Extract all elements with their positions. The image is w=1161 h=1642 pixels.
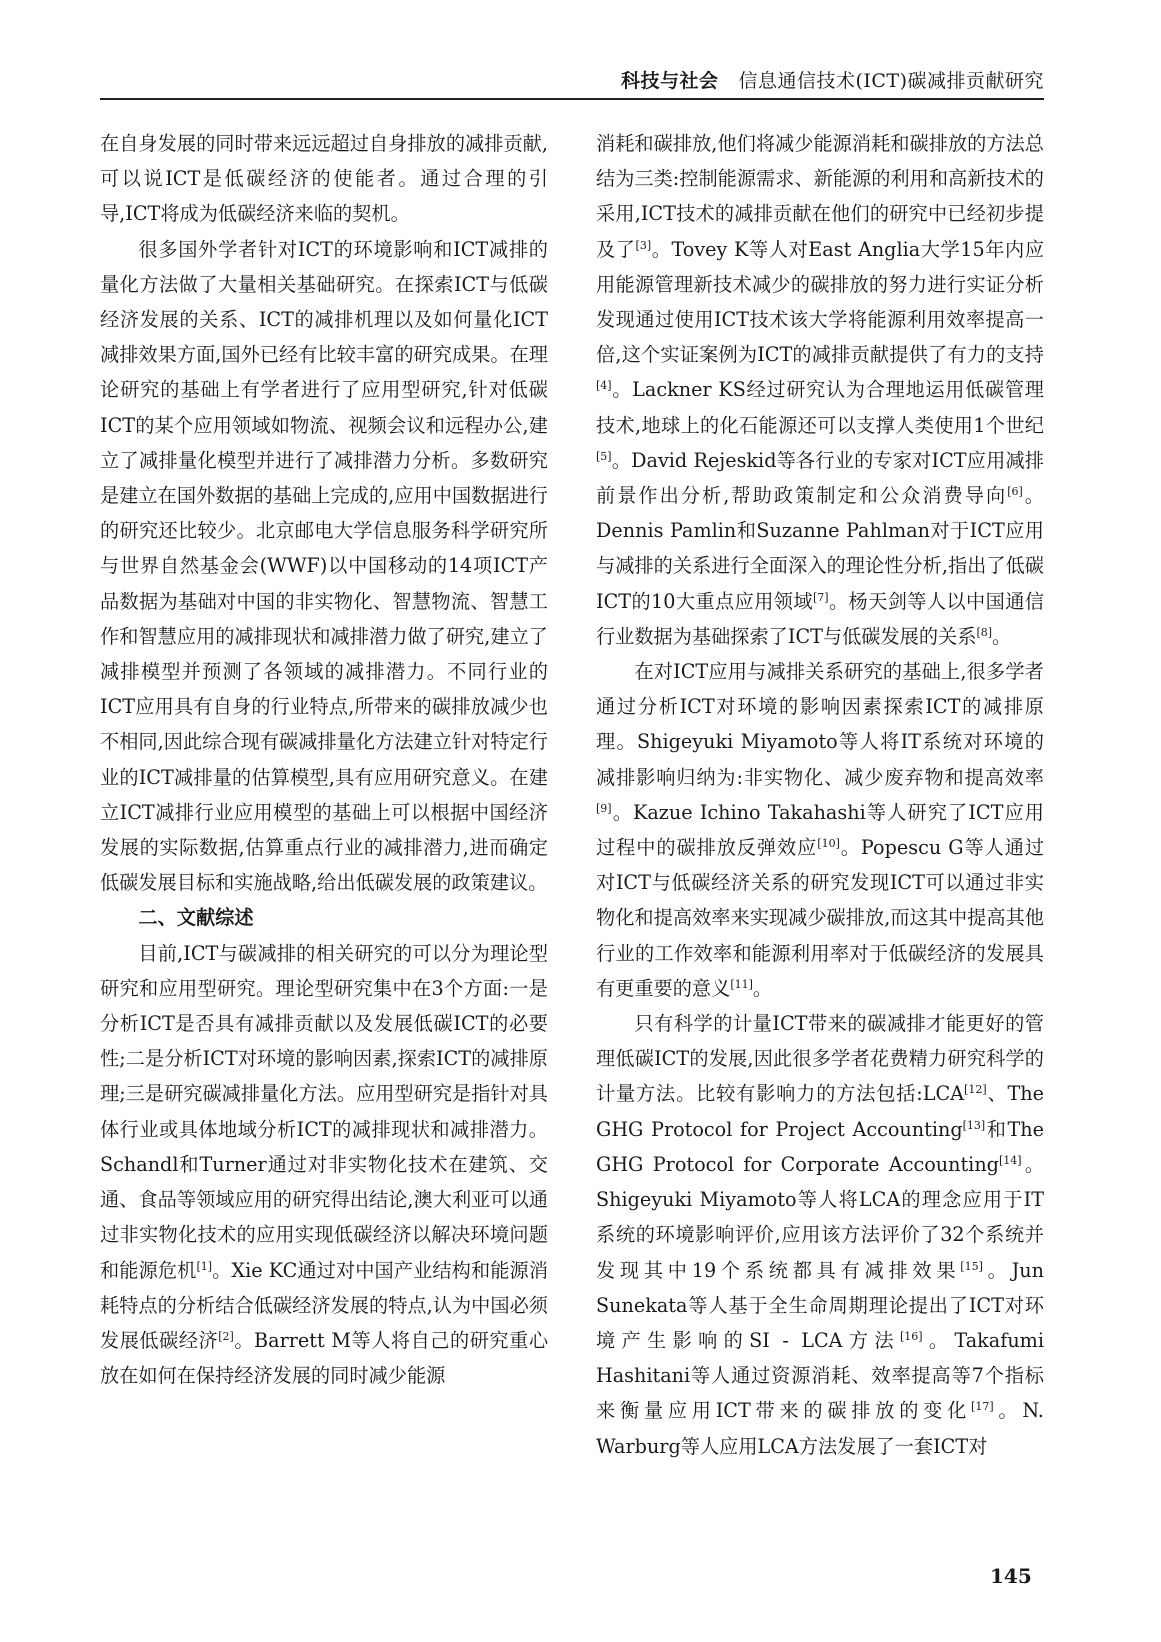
citation-ref: [2] (218, 1329, 234, 1343)
citation-ref: [16] (899, 1329, 923, 1343)
left-column (100, 126, 548, 1393)
citation-ref: [8] (976, 625, 993, 639)
paragraph: 在对ICT应用与减排关系研究的基础上,很多学者通过分析ICT对环境的影响因素探索ICT的减排原理。Shigeyuki Miyamoto等人将IT系统对环境的减排影响归纳为:非实物化、减少废弃物和提高效率[9]。Kazue Ichino Takahashi等人研究了ICT应用过程中的碳排放反弹效应[10]。Popescu G等人通过对ICT与低碳经济关系的研究发现ICT可以通过非实物化和提高效率来实现减少碳排放,而这其中提高其他行业的工作效率和能源利用率对于低碳经济的发展具有更重要的意义[11]。 (596, 660, 1045, 1000)
citation-ref: [6] (1007, 485, 1023, 499)
citation-ref: [7] (812, 590, 829, 604)
citation-ref: [13] (962, 1118, 986, 1132)
header-column-name: 科技与社会 (620, 70, 719, 92)
citation-ref: [11] (730, 977, 753, 991)
citation-ref: [5] (596, 449, 612, 463)
page-number: 145 (990, 1564, 1032, 1588)
paragraph: 只有科学的计量ICT带来的碳减排才能更好的管理低碳ICT的发展,因此很多学者花费精力研究科学的计量方法。比较有影响力的方法包括:LCA[12]、The GHG Protocol for Project Accounting[13]和The GHG Protocol for Corporate Accounting[14]。Shigeyuki Miyamoto等人将LCA的理念应用于IT系统的环境影响评价,应用该方法评价了32个系统并发现其中19个系统都具有减排效果[15]。Jun Sunekata等人基于全生命周期理论提出了ICT对环境产生影响的SI - LCA方法[16]。Takafumi Hashitani等人通过资源消耗、效率提高等7个指标来衡量应用ICT带来的碳排放的变化[17]。N. Warburg等人应用LCA方法发展了一套ICT对 (596, 1012, 1045, 1458)
citation-ref: [10] (817, 837, 840, 851)
citation-ref: [9] (596, 801, 612, 815)
paragraph: 目前,ICT与碳减排的相关研究的可以分为理论型研究和应用型研究。理论型研究集中在3个方面:一是分析ICT是否具有减排贡献以及发展低碳ICT的必要性;二是分析ICT对环境的影响因素,探索ICT的减排原理;三是研究碳减排量化方法。应用型研究是指针对具体行业或具体地域分析ICT的减排现状和减排潜力。Schandl和Turner通过对非实物化技术在建筑、交通、食品等领域应用的研究得出结论,澳大利亚可以通过非实物化技术的应用实现低碳经济以解决环境问题和能源危机[1]。Xie KC通过对中国产业结构和能源消耗特点的分析结合低碳经济发展的特点,认为中国必须发展低碳经济[2]。Barrett M等人将自己的研究重心放在如何在保持经济发展的同时减少能源 (100, 941, 549, 1388)
citation-ref: [1] (196, 1259, 213, 1273)
paragraph: 消耗和碳排放,他们将减少能源消耗和碳排放的方法总结为三类:控制能源需求、新能源的利用和高新技术的采用,ICT技术的减排贡献在他们的研究中已经初步提及了[3]。Tovey K等人对East Anglia大学15年内应用能源管理新技术减少的碳排放的努力进行实证分析发现通过使用ICT技术该大学将能源利用效率提高一倍,这个实证案例为ICT的减排贡献提供了有力的支持[4]。Lackner KS经过研究认为合理地运用低碳管理技术,地球上的化石能源还可以支撑人类使用1个世纪[5]。David Rejeskid等各行业的专家对ICT应用减排前景作出分析,帮助政策制定和公众消费导向[6]。Dennis Pamlin和Suzanne Pahlman对于ICT应用与减排的关系进行全面深入的理论性分析,指出了低碳ICT的10大重点应用领域[7]。杨天剑等人以中国通信行业数据为基础探索了ICT与低碳发展的关系[8]。 (596, 132, 1045, 648)
header-article-title: 信息通信技术(ICT)碳减排贡献研究 (738, 70, 1044, 92)
citation-ref: [12] (964, 1083, 987, 1097)
citation-ref: [3] (635, 238, 652, 252)
citation-ref: [14] (998, 1153, 1022, 1167)
citation-ref: [17] (971, 1400, 994, 1414)
citation-ref: [15] (960, 1259, 983, 1273)
paragraph: 很多国外学者针对ICT的环境影响和ICT减排的量化方法做了大量相关基础研究。在探索ICT与低碳经济发展的关系、ICT的减排机理以及如何量化ICT减排效果方面,国外已经有比较丰富的研究成果。在理论研究的基础上有学者进行了应用型研究,针对低碳ICT的某个应用领域如物流、视频会议和远程办公,建立了减排量化模型并进行了减排潜力分析。多数研究是建立在国外数据的基础上完成的,应用中国数据进行的研究还比较少。北京邮电大学信息服务科学研究所与世界自然基金会(WWF)以中国移动的14项ICT产品数据为基础对中国的非实物化、智慧物流、智慧工作和智慧应用的减排现状和减排潜力做了研究,建立了减排模型并预测了各领域的减排潜力。不同行业的ICT应用具有自身的行业特点,所带来的碳排放减少也不相同,因此综合现有碳减排量化方法建立针对特定行业的ICT减排量的估算模型,具有应用研究意义。在建立ICT减排行业应用模型的基础上可以根据中国经济发展的实际数据,估算重点行业的减排潜力,进而确定低碳发展目标和实施战略,给出低碳发展的政策建议。 (100, 237, 548, 895)
citation-ref: [4] (596, 379, 612, 393)
header-text (621, 66, 1044, 93)
running-header (100, 62, 1044, 100)
section-heading: 二、文献综述 (138, 906, 254, 930)
right-column (596, 126, 1044, 1464)
paragraph: 在自身发展的同时带来远远超过自身排放的减排贡献,可以说ICT是低碳经济的使能者。通过合理的引导,ICT将成为低碳经济来临的契机。 (100, 132, 548, 226)
